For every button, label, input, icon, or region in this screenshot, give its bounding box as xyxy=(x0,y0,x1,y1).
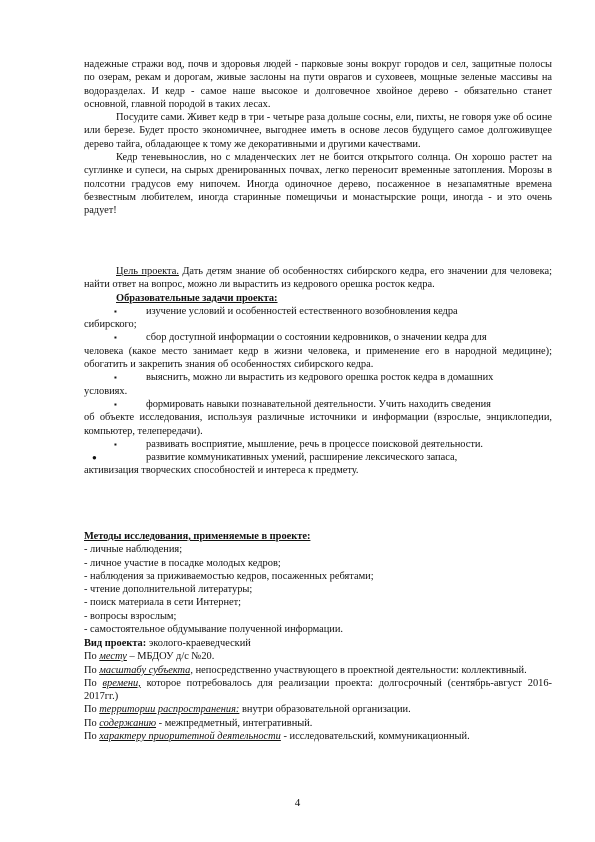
tasks-heading xyxy=(84,292,552,305)
project-place-value: – МБДОУ д/с №20. xyxy=(126,651,215,663)
project-activity-value: - исследовательский, коммуникационный. xyxy=(280,731,470,743)
task-text: формировать навыки познавательной деятельности. Учить находить сведения xyxy=(146,398,491,410)
method-item: - чтение дополнительной литературы; xyxy=(84,584,253,596)
project-content-value: - межпредметный, интегративный. xyxy=(156,717,313,729)
methods-section xyxy=(84,530,552,636)
bullet-icon: ● xyxy=(92,453,97,463)
project-type xyxy=(84,637,552,650)
task-text-continued: активизация творческих способностей и интереса к предмету. xyxy=(84,465,359,477)
project-content-label: содержанию xyxy=(99,717,157,729)
goal-label: Цель проекта. xyxy=(116,266,179,277)
page-number: 4 xyxy=(294,797,301,809)
prefix: По xyxy=(84,717,100,729)
task-text: развивать восприятие, мышление, речь в процессе поисковой деятельности. xyxy=(146,438,484,450)
task-text-continued: об объекте исследования, используя различные источники и информации (взрослые, энциклопедии, компьютер, телепередачи). xyxy=(84,412,552,437)
prefix: По xyxy=(84,704,100,716)
method-item: - вопросы взрослым; xyxy=(84,610,177,622)
project-content xyxy=(84,717,552,730)
project-activity xyxy=(84,730,552,743)
method-item: - личное участие в посадке молодых кедров; xyxy=(84,557,281,569)
prefix: По xyxy=(84,651,100,663)
project-scale-value: непосредственно участвующего в проектной деятельности: коллективный. xyxy=(192,664,527,676)
project-territory-value: внутри образовательной организации. xyxy=(239,704,411,716)
prefix: По xyxy=(84,677,103,689)
project-time-label: времени, xyxy=(102,677,141,689)
paragraph-shade-tolerance: Кедр теневынослив, но с младенческих лет не боится открытого солнца. Он хорошо растет на суглинке и супеси, на сырых дренированных почвах, легко переносит временные затопления. Морозы в полсотни градусов ему нипочем. Иногда одиночное дерево, посаженное в незапамятные времена безвестным любителем, иногда старинные помещичьи и монастырские рощи, иногда - и это очень радует! xyxy=(84,152,552,217)
method-item: - самостоятельное обдумывание полученной информации. xyxy=(84,624,344,636)
task-item xyxy=(84,451,552,478)
project-place xyxy=(84,650,552,663)
paragraph-longevity: Посудите сами. Живет кедр в три - четыре раза дольше сосны, ели, пихты, не говоря уже об осине или березе. Будет просто экономичнее, выгоднее иметь в основе лесов будущего самое долгоживущее дерево тайга, обладающее к тому же декоративными и другими качествами. xyxy=(84,112,552,150)
task-text: изучение условий и особенностей естественного возобновления кедра xyxy=(146,305,458,317)
project-territory-label: территории распространения: xyxy=(99,704,240,716)
goal-section xyxy=(84,265,552,478)
prefix: По xyxy=(84,664,100,676)
task-text-continued: условиях. xyxy=(84,385,128,397)
project-activity-label: характеру приоритетной деятельности xyxy=(99,731,281,743)
project-territory xyxy=(84,703,552,716)
methods-heading xyxy=(84,530,552,543)
bullet-icon: ▪ xyxy=(114,439,117,449)
task-item xyxy=(84,305,552,332)
method-item: - поиск материала в сети Интернет; xyxy=(84,597,242,609)
tasks-list xyxy=(84,305,552,478)
project-place-label: месту xyxy=(99,651,127,663)
bullet-icon: ▪ xyxy=(114,333,117,343)
project-type-value: эколого-краеведческий xyxy=(146,638,251,649)
task-text-continued: человека (какое место занимает кедр в жизни человека, и применение его в народной медицине); обогатить и закрепить знания об особенностях сибирского кедра. xyxy=(84,345,552,371)
bullet-icon: ▪ xyxy=(114,306,117,316)
prefix: По xyxy=(84,731,100,743)
task-item xyxy=(84,438,552,451)
method-item: - личные наблюдения; xyxy=(84,544,183,556)
task-item xyxy=(84,331,552,371)
project-scale xyxy=(84,664,552,677)
task-item xyxy=(84,371,552,398)
intro-section xyxy=(84,58,552,218)
tasks-heading-text: Образовательные задачи проекта: xyxy=(116,292,278,304)
classification-section xyxy=(84,637,552,743)
task-text: выяснить, можно ли вырастить из кедрового орешка росток кедра в домашних xyxy=(146,372,494,384)
bullet-icon: ▪ xyxy=(114,373,117,383)
task-text: сбор доступной информации о состоянии кедровников, о значении кедра для xyxy=(146,332,487,344)
task-text-continued: сибирского; xyxy=(84,319,137,331)
project-scale-label: масштабу субъекта, xyxy=(99,664,193,676)
task-item xyxy=(84,398,552,438)
goal-text: Дать детям знание об особенностях сибирского кедра, его значении для человека; найти ответ на вопрос, можно ли вырастить из кедрового орешка росток кедра. xyxy=(84,266,552,291)
bullet-icon: ▪ xyxy=(114,399,117,409)
method-item: - наблюдения за приживаемостью кедров, посаженных ребятами; xyxy=(84,570,374,582)
task-text: развитие коммуникативных умений, расширение лексического запаса, xyxy=(146,452,458,464)
paragraph-forests: надежные стражи вод, почв и здоровья людей - парковые зоны вокруг городов и сел, защитные полосы по озерам, рекам и дорогам, живые заслоны на пути оврагов и суховеев, мощные зеленые массивы на водоразделах. И кедр - самое наше высокое и долговечное хвойное дерево - обязательно станет основной, главной породой в таких лесах. xyxy=(84,59,552,110)
project-time-value: которое потребовалось для реализации проекта: долгосрочный (сентябрь-август 2016-2017гг.) xyxy=(84,677,552,703)
project-time xyxy=(84,677,552,704)
methods-heading-text: Методы исследования, применяемые в проекте: xyxy=(84,531,311,542)
goal-paragraph xyxy=(84,265,552,292)
project-type-label: Вид проекта: xyxy=(84,638,147,649)
